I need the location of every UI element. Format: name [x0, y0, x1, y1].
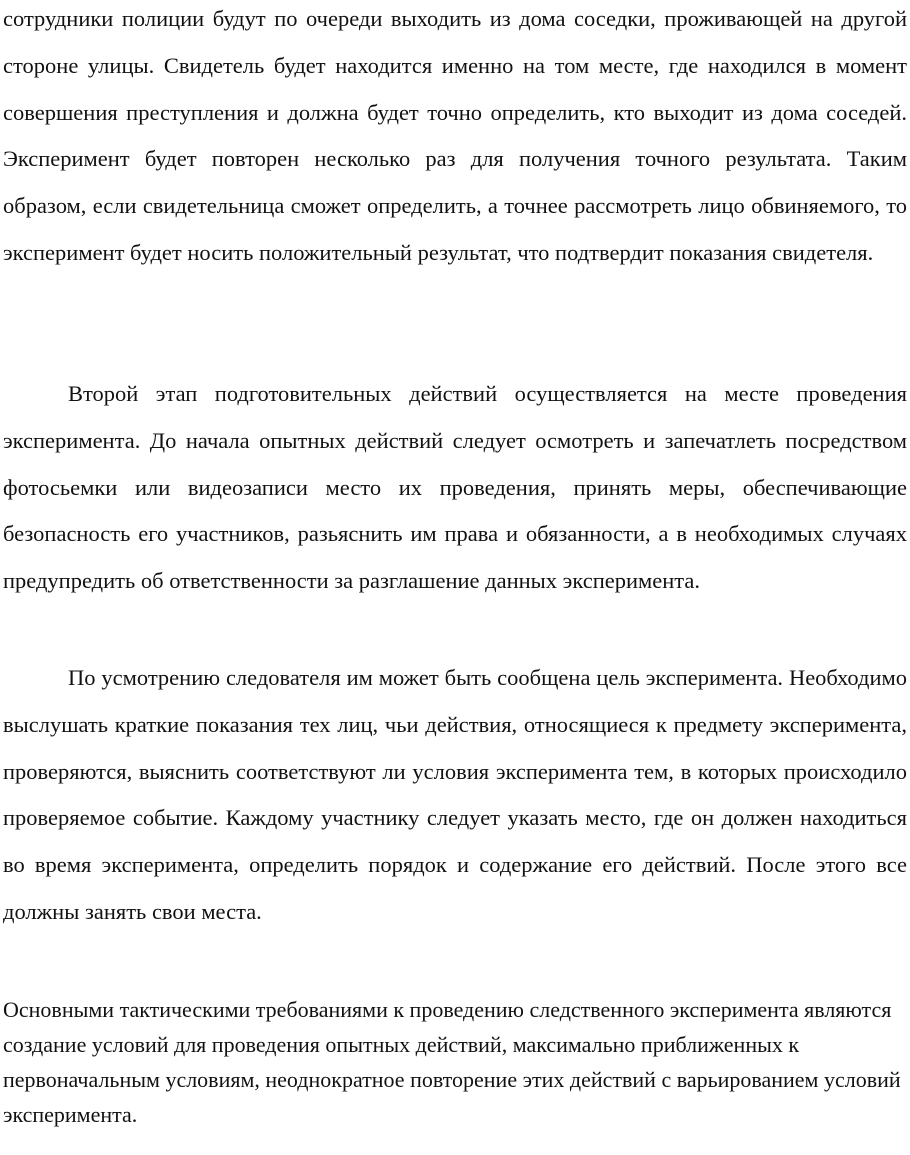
- paragraph-1: сотрудники полиции будут по очереди выходить из дома соседки, проживающей на другой стороне улицы. Свидетель будет находится именно на том месте, где находился в момент совершения преступления и должна будет точно определить, кто выходит из дома соседей. Эксперимент будет повторен несколько раз для получения точного результата. Таким образом, если свидетельница сможет определить, а точнее рассмотреть лицо обвиняемого, то эксперимент будет носить положительный результат, что подтвердит показания свидетеля.: [3, 6, 907, 265]
- paragraph-2: Второй этап подготовительных действий осуществляется на месте проведения эксперимента. До начала опытных действий следует осмотреть и запечатлеть посредством фотосьемки или видеозаписи место их проведения, принять меры, обеспечивающие безопасность его участников, разьяснить им права и обязанности, а в необходимых случаях предупредить об ответственности за разглашение данных эксперимента.: [3, 381, 907, 594]
- paragraph-3: По усмотрению следователя им может быть сообщена цель эксперимента. Необходимо выслушать краткие показания тех лиц, чьи действия, относящиеся к предмету эксперимента, проверяются, выяснить соответствуют ли условия эксперимента тем, в которых происходило проверяемое событие. Каждому участнику следует указать место, где он должен находиться во время эксперимента, определить порядок и содержание его действий. После этого все должны занять свои места.: [3, 665, 907, 924]
- paragraph-4: Основными тактическими требованиями к проведению следственного эксперимента являются создание условий для проведения опытных действий, максимально приближенных к первоначальным условиям, неоднократное повторение этих действий с варьированием условий эксперимента.: [3, 997, 901, 1127]
